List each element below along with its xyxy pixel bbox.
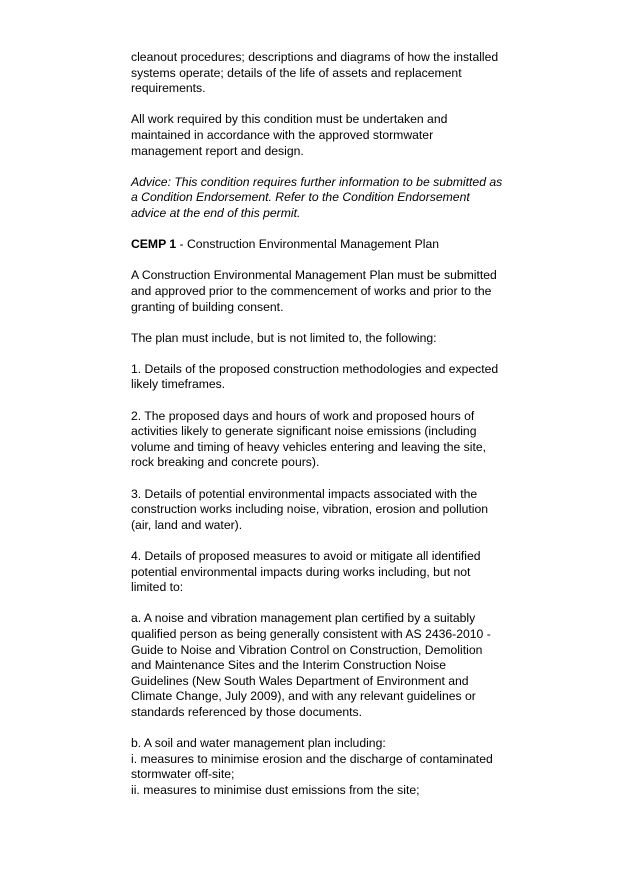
text-line: 2. The proposed days and hours of work and proposed hours of: [131, 408, 475, 423]
condition-code: CEMP 1: [131, 237, 177, 252]
text-line: A Construction Environmental Management Plan must be submitted: [131, 268, 497, 283]
text-line: potential environmental impacts during works including, but not: [131, 564, 471, 579]
list-item-4b: [131, 736, 531, 798]
heading-separator: -: [176, 237, 187, 252]
text-line: 1. Details of the proposed construction methodologies and expected: [131, 361, 499, 376]
work-paragraph: [131, 112, 531, 159]
text-line: granting of building consent.: [131, 299, 284, 314]
text-line: limited to:: [131, 580, 184, 595]
plan-include-paragraph: [131, 331, 531, 347]
text-line: Climate Change, July 2009), and with any relevant guidelines or: [131, 689, 476, 704]
text-line: standards referenced by those documents.: [131, 704, 363, 719]
list-item-2: [131, 409, 531, 471]
text-line: and Maintenance Sites and the Interim Construction Noise: [131, 658, 447, 673]
text-line: 3. Details of potential environmental impacts associated with the: [131, 486, 478, 501]
advice-paragraph: [131, 175, 531, 222]
text-line: systems operate; details of the life of assets and replacement: [131, 65, 462, 80]
text-line: rock breaking and concrete pours).: [131, 455, 320, 470]
text-line: and approved prior to the commencement of works and prior to the: [131, 283, 492, 298]
list-item-4: [131, 549, 531, 596]
text-line: i. measures to minimise erosion and the discharge of contaminated: [131, 751, 493, 766]
text-line: Advice: This condition requires further information to be submitted as: [131, 174, 503, 189]
text-line: a. A noise and vibration management plan certified by a suitably: [131, 611, 476, 626]
condition-heading: [131, 237, 531, 253]
text-line: management report and design.: [131, 143, 304, 158]
intro-paragraph: [131, 50, 531, 97]
text-line: Guidelines (New South Wales Department of Environment and: [131, 673, 469, 688]
text-line: advice at the end of this permit.: [131, 205, 301, 220]
text-line: construction works including noise, vibration, erosion and pollution: [131, 502, 489, 517]
text-line: qualified person as being generally consistent with AS 2436-2010 -: [131, 626, 491, 641]
text-line: a Condition Endorsement. Refer to the Condition Endorsement: [131, 190, 470, 205]
text-line: likely timeframes.: [131, 377, 226, 392]
text-line: (air, land and water).: [131, 517, 243, 532]
text-line: b. A soil and water management plan including:: [131, 736, 386, 751]
list-item-4a: [131, 611, 531, 720]
text-line: stormwater off-site;: [131, 767, 235, 782]
heading-line: [131, 237, 531, 253]
list-item-3: [131, 487, 531, 534]
text-line: maintained in accordance with the approved stormwater: [131, 127, 434, 142]
text-line: All work required by this condition must be undertaken and: [131, 112, 448, 127]
text-line: 4. Details of proposed measures to avoid or mitigate all identified: [131, 549, 481, 563]
text-line: ii. measures to minimise dust emissions from the site;: [131, 782, 420, 797]
text-line: requirements.: [131, 81, 206, 96]
text-line: The plan must include, but is not limited to, the following:: [131, 330, 437, 345]
condition-title: Construction Environmental Management Plan: [187, 237, 440, 252]
text-line: activities likely to generate significant noise emissions (including: [131, 424, 477, 439]
text-line: cleanout procedures; descriptions and diagrams of how the installed: [131, 50, 499, 64]
document-page: [131, 50, 531, 814]
text-line: Guide to Noise and Vibration Control on Construction, Demolition: [131, 642, 483, 657]
text-line: volume and timing of heavy vehicles entering and leaving the site,: [131, 439, 487, 454]
cemp-paragraph: [131, 268, 531, 315]
list-item-1: [131, 362, 531, 393]
